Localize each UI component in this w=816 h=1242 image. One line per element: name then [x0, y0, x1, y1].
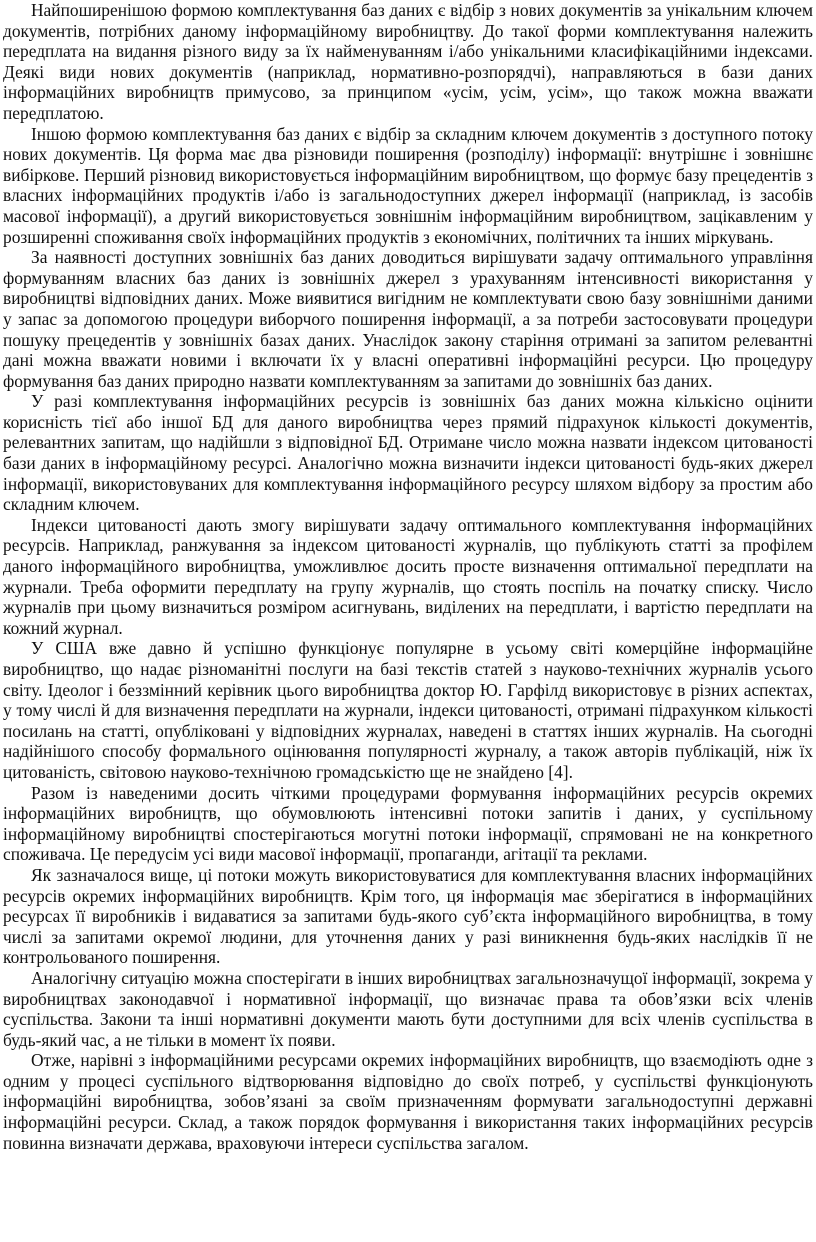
paragraph-1: Найпоширенішою формою комплектування баз даних є відбір з нових документів за унікальним ключем документів, потрібних даному інформаційному виробництву. До такої форми комплектування належить передплата на видання різного виду за їх найменуванням і/або унікальними класифікаційними індексами. Деякі види нових документів (наприклад, нормативно-розпорядчі), направляються в бази даних інформаційних виробництв примусово, за принципом «усім, усім, усім», що також можна вважати передплатою. — [3, 0, 813, 123]
paragraph-4: У разі комплектування інформаційних ресурсів із зовнішніх баз даних можна кількісно оцінити корисність тієї або іншої БД для даного виробництва через прямий підрахунок кількості документів, релевантних запитам, що надійшли з відповідної БД. Отримане число можна назвати індексом цитованості бази даних в інформаційному ресурсі. Аналогічно можна визначити індекси цитованості будь-яких джерел інформації, використовуваних для комплектування інформаційного ресурсу шляхом відбору за простим або складним ключем. — [3, 391, 813, 515]
paragraph-5: Індекси цитованості дають змогу вирішувати задачу оптимального комплектування інформаційних ресурсів. Наприклад, ранжування за індексом цитованості журналів, що публікують статті за профілем даного інформаційного виробництва, уможливлює досить просте визначення оптимальної передплати на журнали. Треба оформити передплату на групу журналів, що стоять поспіль на початку списку. Число журналів при цьому визначиться розміром асигнувань, виділених на передплати, і вартістю передплати на кожний журнал. — [3, 514, 813, 638]
paragraph-7: Разом із наведеними досить чіткими процедурами формування інформаційних ресурсів окремих інформаційних виробництв, що обумовлюють інтенсивні потоки запитів і даних, у суспільному інформаційному виробництві спостерігаються могутні потоки інформації, спрямовані не на конкретного споживача. Це передусім усі види масової інформації, пропаганди, агітації та реклами. — [3, 782, 813, 865]
paragraph-2: Іншою формою комплектування баз даних є відбір за складним ключем документів з доступного потоку нових документів. Ця форма має два різновиди поширення (розподілу) інформації: внутрішнє і зовнішнє вибіркове. Перший різновид використовується інформаційним виробництвом, що формує базу прецедентів з власних інформаційних продуктів і/або із загальнодоступних джерел інформації (наприклад, із засобів масової інформації), а другий використовується зовнішнім інформаційним виробництвом, зацікавленим у розширенні споживання своїх інформаційних продуктів з економічних, політичних та інших міркувань. — [3, 123, 813, 247]
paragraph-3: За наявності доступних зовнішніх баз даних доводиться вирішувати задачу оптимального управління формуванням власних баз даних із зовнішніх джерел з урахуванням інтенсивності використання у виробництві відповідних даних. Може виявитися вигідним не комплектувати свою базу зовнішніми даними у запас за допомогою процедури виборчого поширення інформації, а за потреби застосовувати процедури пошуку прецедентів у зовнішніх базах даних. Унаслідок закону старіння отримані за запитом релевантні дані можна вважати новими і включати їх у власні оперативні інформаційні ресурси. Цю процедуру формування баз даних природно назвати комплектуванням за запитами до зовнішніх баз даних. — [3, 247, 813, 391]
paragraph-10: Отже, нарівні з інформаційними ресурсами окремих інформаційних виробництв, що взаємодіють одне з одним у процесі суспільного відтворювання відповідно до своїх потреб, у суспільстві функціонують інформаційні виробництва, зобов’язані за своїм призначенням формувати загальнодоступні державні інформаційні ресурси. Склад, а також порядок формування і використання таких інформаційних ресурсів повинна визначати держава, враховуючи інтереси суспільства загалом. — [3, 1050, 813, 1153]
paragraph-8: Як зазначалося вище, ці потоки можуть використовуватися для комплектування власних інформаційних ресурсів окремих інформаційних виробництв. Крім того, ця інформація має зберігатися в інформаційних ресурсах її виробників і видаватися за запитами будь-якого суб’єкта інформаційного виробництва, в тому числі за запитами окремої людини, для уточнення даних у разі виникнення будь-яких наслідків її не контрольованого поширення. — [3, 864, 813, 968]
paragraph-6: У США вже давно й успішно функціонує популярне в усьому світі комерційне інформаційне виробництво, що надає різноманітні послуги на базі текстів статей з науково-технічних журналів усього світу. Ідеолог і беззмінний керівник цього виробництва доктор Ю. Гарфілд використовує в різних аспектах, у тому числі й для визначення передплати на журнали, індекси цитованості, отримані підрахунком кількості посилань на статті, опубліковані у відповідних журналах, наведені в статтях інших журналів. На сьогодні надійнішого способу формального оцінювання популярності журналу, а також авторів публікацій, ніж їх цитованість, світовою науково-технічною громадськістю ще не знайдено [4]. — [3, 638, 813, 782]
paragraph-9: Аналогічну ситуацію можна спостерігати в інших виробництвах загальнозначущої інформації, зокрема у виробництвах законодавчої і нормативної інформації, що визначає права та обов’язки всіх членів суспільства. Закони та інші нормативні документи мають бути доступними для всіх членів суспільства в будь-який час, а не тільки в момент їх появи. — [3, 967, 813, 1050]
